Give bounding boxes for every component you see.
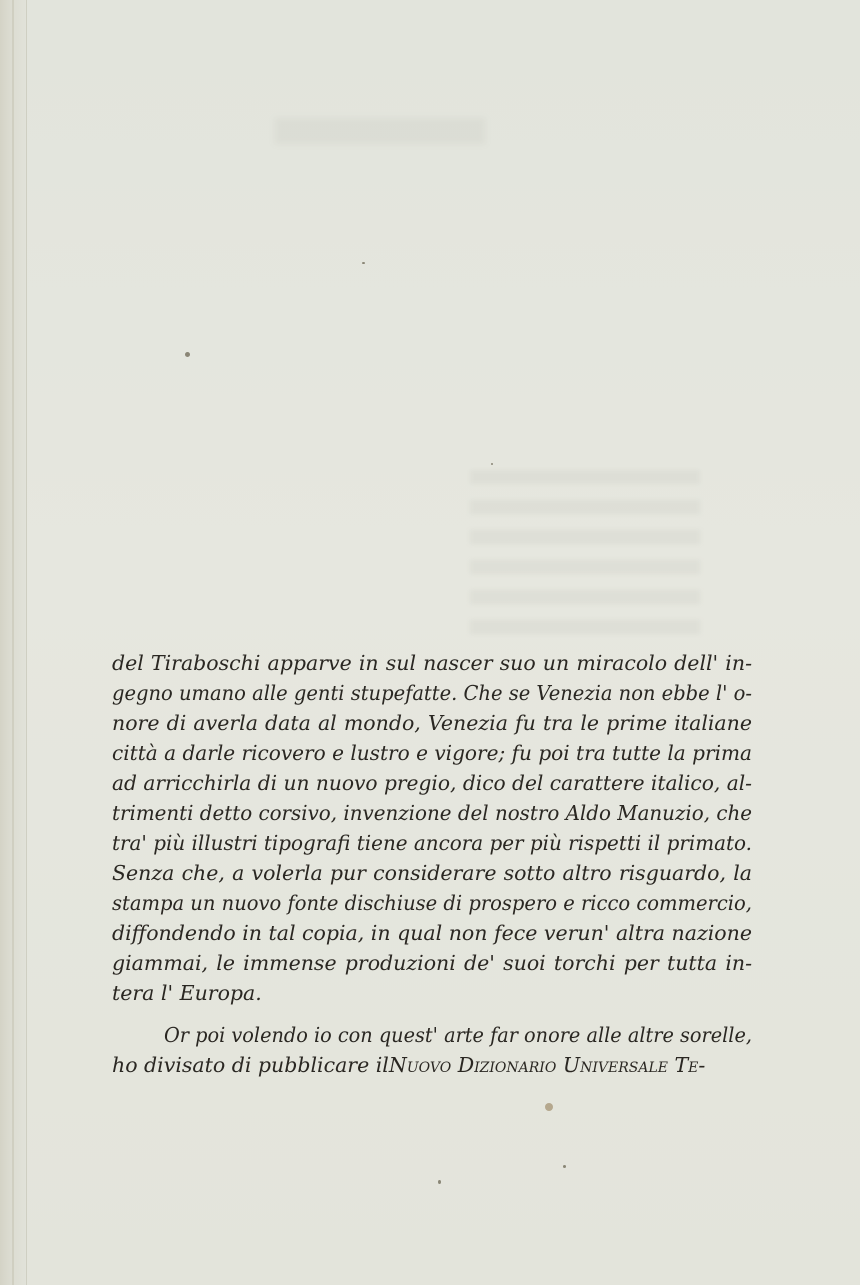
body-text: [112, 648, 752, 1080]
text-line: diffondendo in tal copia, in qual non fece verun' altra nazione: [112, 921, 752, 945]
ink-speck: [362, 262, 365, 264]
ink-speck: [185, 352, 190, 357]
text-line: ad arricchirla di un nuovo pregio, dico del carattere italico, al-: [112, 771, 752, 795]
paragraph-2: [112, 1020, 752, 1080]
text-line: giammai, le immense produzioni de' suoi torchi per tutta in-: [112, 951, 752, 975]
ink-speck: [545, 1103, 553, 1111]
dictionary-title-smallcaps: Nuovo Dizionario Universale Te-: [388, 1053, 706, 1077]
text-line: città a darle ricovero e lustro e vigore; fu poi tra tutte la prima: [112, 741, 752, 765]
text-line: tera l' Europa.: [112, 981, 262, 1005]
text-line: ho divisato di pubblicare il Nuovo Dizionario Universale Te-: [112, 1050, 752, 1080]
text-line: tra' più illustri tipografi tiene ancora per più rispetti il primato.: [112, 831, 752, 855]
text-line: del Tiraboschi apparve in sul nascer suo un miracolo dell' in-: [112, 651, 752, 675]
text-line: Or poi volendo io con quest' arte far onore alle altre sorelle,: [164, 1023, 752, 1047]
paragraph-1: [112, 648, 752, 1008]
ink-speck: [438, 1180, 441, 1184]
text-line: stampa un nuovo fonte dischiuse di prospero e ricco commercio,: [112, 891, 752, 915]
ink-speck: [563, 1165, 566, 1168]
text-line: Senza che, a volerla pur considerare sotto altro risguardo, la: [112, 861, 752, 885]
text-line: nore di averla data al mondo, Venezia fu tra le prime italiane: [112, 711, 752, 735]
bleed-through-heading: [275, 118, 485, 144]
text-line: gegno umano alle genti stupefatte. Che se Venezia non ebbe l' o-: [112, 681, 752, 705]
text-line: trimenti detto corsivo, invenzione del nostro Aldo Manuzio, che: [112, 801, 752, 825]
page-fold: [12, 0, 14, 1285]
bleed-through-text: [470, 470, 700, 640]
ink-speck: [491, 463, 493, 465]
